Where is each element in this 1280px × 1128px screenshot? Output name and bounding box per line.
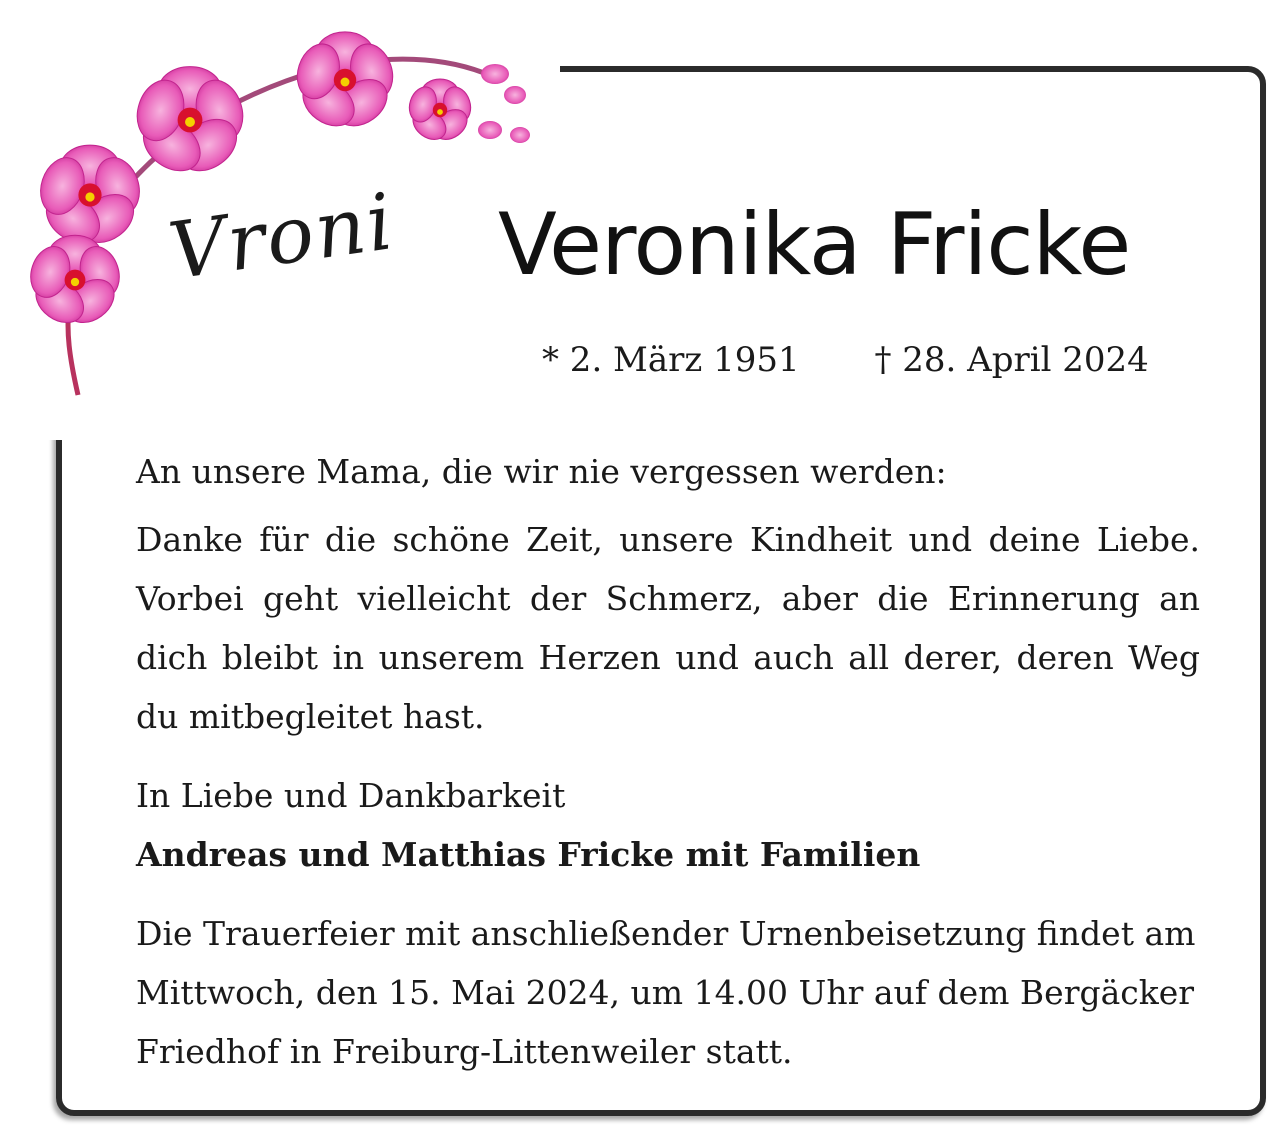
orchid-flower-icon — [405, 79, 475, 146]
orchid-flower-icon — [34, 145, 147, 252]
deceased-name: Veronika Fricke — [498, 195, 1131, 295]
body-text: Danke für die schöne Zeit, unsere Kindheit und deine Liebe. Vorbei geht vielleicht der Schmerz, aber die Erinnerung an dich bleibt in unserem Herzen und auch all derer, deren Weg du mitbegleitet hast. — [136, 520, 1200, 736]
closing-line: In Liebe und Dankbarkeit — [136, 776, 566, 815]
orchid-flower-icon — [24, 235, 125, 331]
signature: Andreas und Matthias Fricke mit Familien — [136, 835, 921, 874]
intro-line: An unsere Mama, die wir nie vergessen werden: — [136, 452, 947, 491]
nickname: Vroni — [163, 177, 400, 298]
death-date: † 28. April 2024 — [874, 340, 1149, 380]
orchid-flower-icon — [291, 32, 400, 136]
closing — [136, 766, 1200, 884]
life-dates — [542, 340, 1149, 380]
birth-date: * 2. März 1951 — [542, 340, 800, 380]
ceremony-text: Die Trauerfeier mit anschließender Urnenbeisetzung findet am Mittwoch, den 15. Mai 2024, um 14.00 Uhr auf dem Bergäcker Friedhof in Freiburg-Littenweiler statt. — [136, 914, 1196, 1071]
